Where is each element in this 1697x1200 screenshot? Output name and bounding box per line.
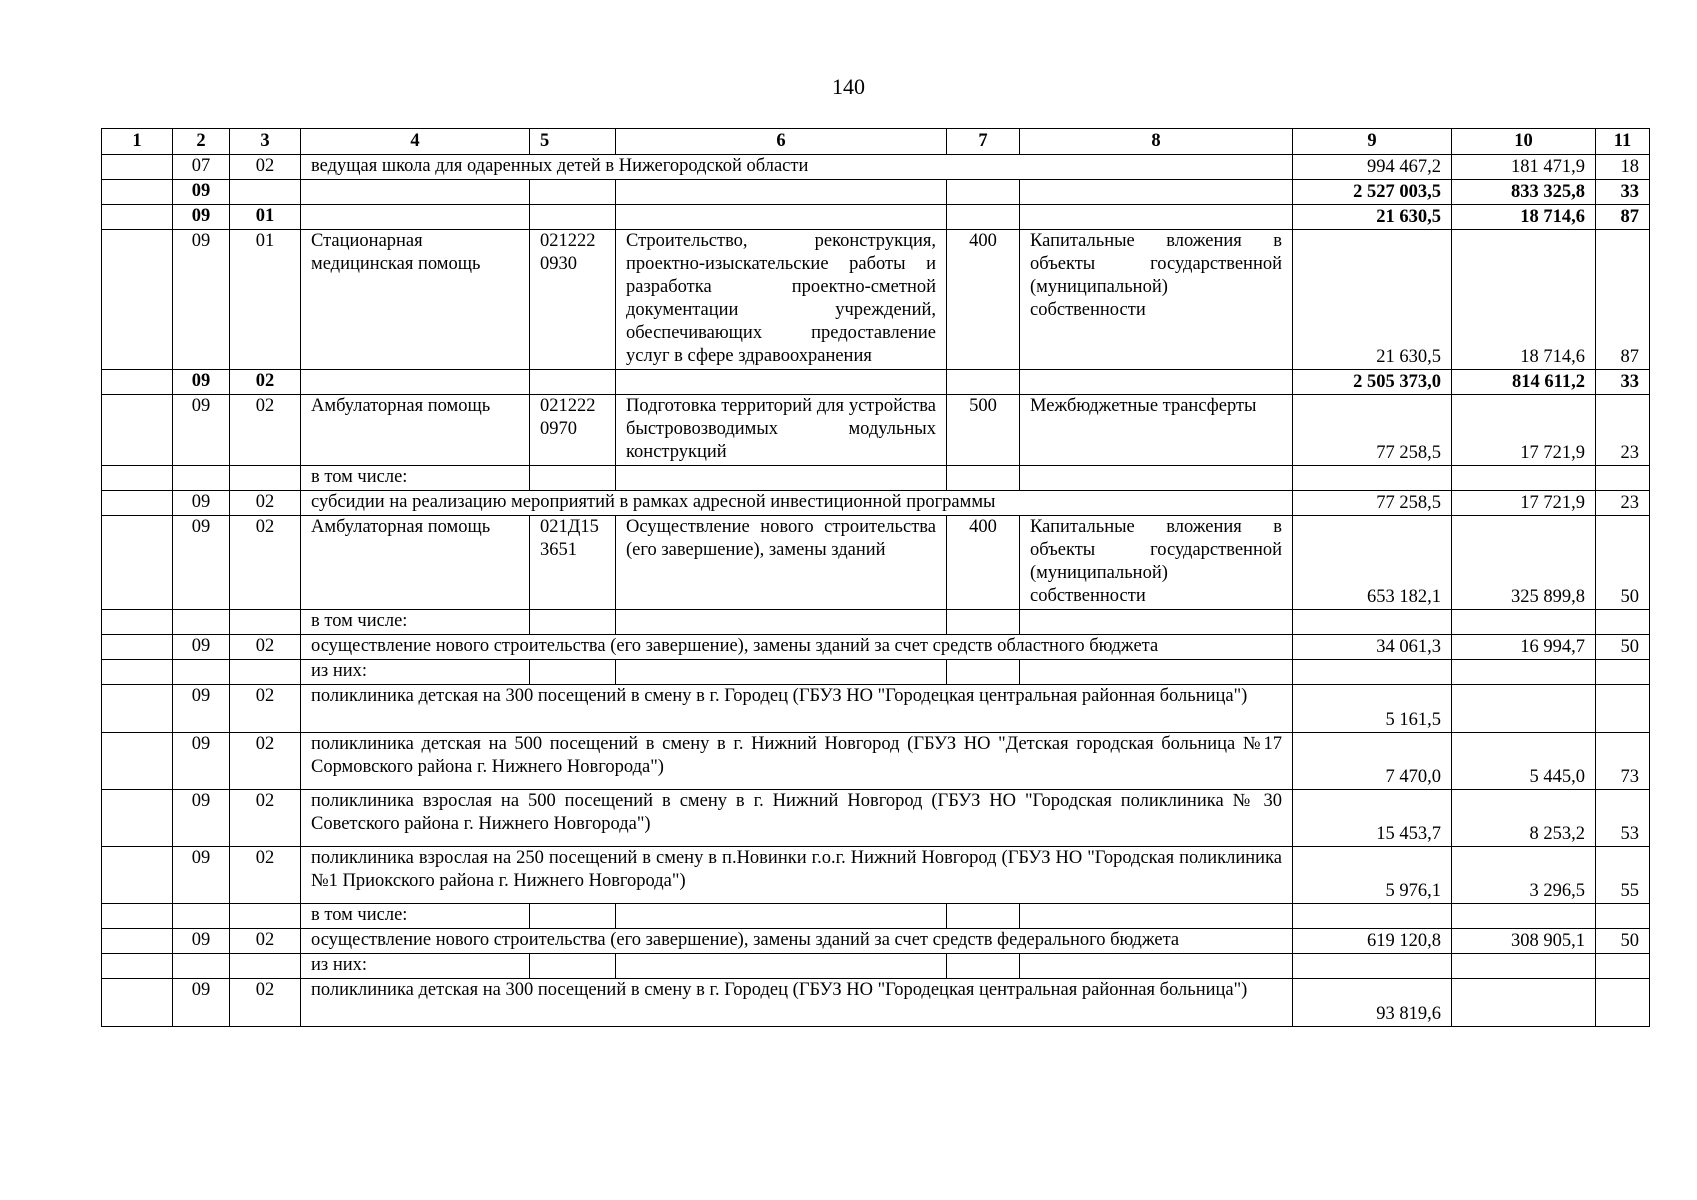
- amount-col10: 18 714,6: [1452, 230, 1596, 370]
- table-header-row: [102, 129, 1650, 155]
- table-row: [102, 610, 1650, 635]
- section-code: 09: [173, 685, 230, 733]
- amount-col10: 17 721,9: [1452, 395, 1596, 466]
- subsection-code: 02: [230, 516, 301, 610]
- row-description: субсидии на реализацию мероприятий в рамках адресной инвестиционной программы: [301, 491, 1293, 516]
- percent-col11: 55: [1596, 847, 1650, 904]
- table-row: [102, 979, 1650, 1027]
- table-row: [102, 516, 1650, 610]
- subsection-code: 02: [230, 790, 301, 847]
- section-code: 09: [173, 205, 230, 230]
- section-code: 07: [173, 155, 230, 180]
- percent-col11: 50: [1596, 635, 1650, 660]
- section-code: 09: [173, 370, 230, 395]
- subsection-code: 02: [230, 733, 301, 790]
- table-row: [102, 733, 1650, 790]
- row-description: осуществление нового строительства (его завершение), замены зданий за счет средств федерального бюджета: [301, 929, 1293, 954]
- amount-col9: 5 976,1: [1293, 847, 1452, 904]
- amount-col9: 994 467,2: [1293, 155, 1452, 180]
- subtotal-label: из них:: [301, 954, 530, 979]
- row-description: поликлиника детская на 300 посещений в смену в г. Городец (ГБУЗ НО "Городецкая центральная районная больница"): [301, 685, 1293, 733]
- amount-col10: 8 253,2: [1452, 790, 1596, 847]
- subsection-code: 02: [230, 370, 301, 395]
- expense-type-code: 400: [947, 230, 1020, 370]
- row-description: поликлиника детская на 300 посещений в смену в г. Городец (ГБУЗ НО "Городецкая центральная районная больница"): [301, 979, 1293, 1027]
- percent-col11: [1596, 685, 1650, 733]
- subsection-code: 02: [230, 155, 301, 180]
- percent-col11: 87: [1596, 230, 1650, 370]
- percent-col11: 73: [1596, 733, 1650, 790]
- table-row: [102, 155, 1650, 180]
- row-description: поликлиника взрослая на 500 посещений в смену в г. Нижний Новгород (ГБУЗ НО "Городская поликлиника № 30 Советского района г. Нижнего Новгорода"): [301, 790, 1293, 847]
- header-cell: 8: [1020, 129, 1293, 155]
- table-row: [102, 790, 1650, 847]
- subsection-code: 02: [230, 929, 301, 954]
- percent-col11: 23: [1596, 491, 1650, 516]
- header-cell: 7: [947, 129, 1020, 155]
- expense-type-code: 500: [947, 395, 1020, 466]
- percent-col11: 33: [1596, 180, 1650, 205]
- header-cell: 1: [102, 129, 173, 155]
- section-code: 09: [173, 929, 230, 954]
- row-description: ведущая школа для одаренных детей в Нижегородской области: [301, 155, 1293, 180]
- table-row: [102, 466, 1650, 491]
- section-code: 09: [173, 979, 230, 1027]
- amount-col9: 77 258,5: [1293, 395, 1452, 466]
- amount-col9: 2 527 003,5: [1293, 180, 1452, 205]
- row-description: поликлиника детская на 500 посещений в смену в г. Нижний Новгород (ГБУЗ НО "Детская городская больница №17 Сормовского района г. Нижнего Новгорода"): [301, 733, 1293, 790]
- amount-col10: 17 721,9: [1452, 491, 1596, 516]
- subsection-code: 02: [230, 685, 301, 733]
- amount-col9: 21 630,5: [1293, 230, 1452, 370]
- amount-col9: 2 505 373,0: [1293, 370, 1452, 395]
- amount-col10: 181 471,9: [1452, 155, 1596, 180]
- amount-col10: [1452, 685, 1596, 733]
- amount-col10: 308 905,1: [1452, 929, 1596, 954]
- amount-col9: 619 120,8: [1293, 929, 1452, 954]
- target-article-code: 021222 0930: [530, 230, 616, 370]
- subsection-code: 01: [230, 230, 301, 370]
- activity-description: Осуществление нового строительства (его завершение), замены зданий: [616, 516, 947, 610]
- header-cell: 4: [301, 129, 530, 155]
- target-article-code: 021Д15 3651: [530, 516, 616, 610]
- section-code: 09: [173, 230, 230, 370]
- subsection-code: 02: [230, 491, 301, 516]
- amount-col10: 18 714,6: [1452, 205, 1596, 230]
- section-code: 09: [173, 790, 230, 847]
- section-code: 09: [173, 180, 230, 205]
- percent-col11: 50: [1596, 516, 1650, 610]
- table-row: [102, 395, 1650, 466]
- expense-type-name: Межбюджетные трансферты: [1020, 395, 1293, 466]
- percent-col11: 23: [1596, 395, 1650, 466]
- table-row: [102, 370, 1650, 395]
- percent-col11: [1596, 979, 1650, 1027]
- amount-col9: 653 182,1: [1293, 516, 1452, 610]
- table-row: [102, 847, 1650, 904]
- expense-type-name: Капитальные вложения в объекты государственной (муниципальной) собственности: [1020, 516, 1293, 610]
- amount-col9: 93 819,6: [1293, 979, 1452, 1027]
- subtotal-label: в том числе:: [301, 904, 530, 929]
- table-row: [102, 205, 1650, 230]
- header-cell: 6: [616, 129, 947, 155]
- amount-col9: 21 630,5: [1293, 205, 1452, 230]
- program-name: Стационарная медицинская помощь: [301, 230, 530, 370]
- section-code: 09: [173, 516, 230, 610]
- amount-col10: 16 994,7: [1452, 635, 1596, 660]
- program-name: Амбулаторная помощь: [301, 395, 530, 466]
- table-row: [102, 491, 1650, 516]
- table-row: [102, 635, 1650, 660]
- section-code: 09: [173, 847, 230, 904]
- table-row: [102, 685, 1650, 733]
- row-description: осуществление нового строительства (его завершение), замены зданий за счет средств областного бюджета: [301, 635, 1293, 660]
- activity-description: Строительство, реконструкция, проектно-изыскательские работы и разработка проектно-сметной документации учреждений, обеспечивающих предоставление услуг в сфере здравоохранения: [616, 230, 947, 370]
- table-row: [102, 954, 1650, 979]
- amount-col10: 814 611,2: [1452, 370, 1596, 395]
- amount-col10: 325 899,8: [1452, 516, 1596, 610]
- header-cell: 3: [230, 129, 301, 155]
- subsection-code: 02: [230, 395, 301, 466]
- header-cell: 11: [1596, 129, 1650, 155]
- section-code: 09: [173, 395, 230, 466]
- section-code: 09: [173, 491, 230, 516]
- percent-col11: 18: [1596, 155, 1650, 180]
- row-description: поликлиника взрослая на 250 посещений в смену в п.Новинки г.о.г. Нижний Новгород (ГБУЗ НО "Городская поликлиника №1 Приокского района г. Нижнего Новгорода"): [301, 847, 1293, 904]
- amount-col9: 5 161,5: [1293, 685, 1452, 733]
- header-cell: 2: [173, 129, 230, 155]
- subtotal-label: в том числе:: [301, 610, 530, 635]
- amount-col10: 3 296,5: [1452, 847, 1596, 904]
- table-row: [102, 929, 1650, 954]
- subsection-code: 02: [230, 979, 301, 1027]
- table-row: [102, 904, 1650, 929]
- budget-table: [101, 128, 1650, 1027]
- subtotal-label: из них:: [301, 660, 530, 685]
- target-article-code: 021222 0970: [530, 395, 616, 466]
- amount-col10: 833 325,8: [1452, 180, 1596, 205]
- header-cell: 10: [1452, 129, 1596, 155]
- table-row: [102, 230, 1650, 370]
- subsection-code: 01: [230, 205, 301, 230]
- expense-type-name: Капитальные вложения в объекты государственной (муниципальной) собственности: [1020, 230, 1293, 370]
- amount-col9: 77 258,5: [1293, 491, 1452, 516]
- header-cell: 9: [1293, 129, 1452, 155]
- percent-col11: 33: [1596, 370, 1650, 395]
- amount-col10: 5 445,0: [1452, 733, 1596, 790]
- percent-col11: 87: [1596, 205, 1650, 230]
- percent-col11: 50: [1596, 929, 1650, 954]
- amount-col9: 7 470,0: [1293, 733, 1452, 790]
- section-code: 09: [173, 733, 230, 790]
- subsection-code: 02: [230, 635, 301, 660]
- section-code: 09: [173, 635, 230, 660]
- page-number: 140: [832, 74, 865, 99]
- amount-col10: [1452, 979, 1596, 1027]
- header-cell: 5: [530, 129, 616, 155]
- amount-col9: 15 453,7: [1293, 790, 1452, 847]
- expense-type-code: 400: [947, 516, 1020, 610]
- subsection-code: 02: [230, 847, 301, 904]
- percent-col11: 53: [1596, 790, 1650, 847]
- subtotal-label: в том числе:: [301, 466, 530, 491]
- amount-col9: 34 061,3: [1293, 635, 1452, 660]
- activity-description: Подготовка территорий для устройства быстровозводимых модульных конструкций: [616, 395, 947, 466]
- table-row: [102, 180, 1650, 205]
- program-name: Амбулаторная помощь: [301, 516, 530, 610]
- table-row: [102, 660, 1650, 685]
